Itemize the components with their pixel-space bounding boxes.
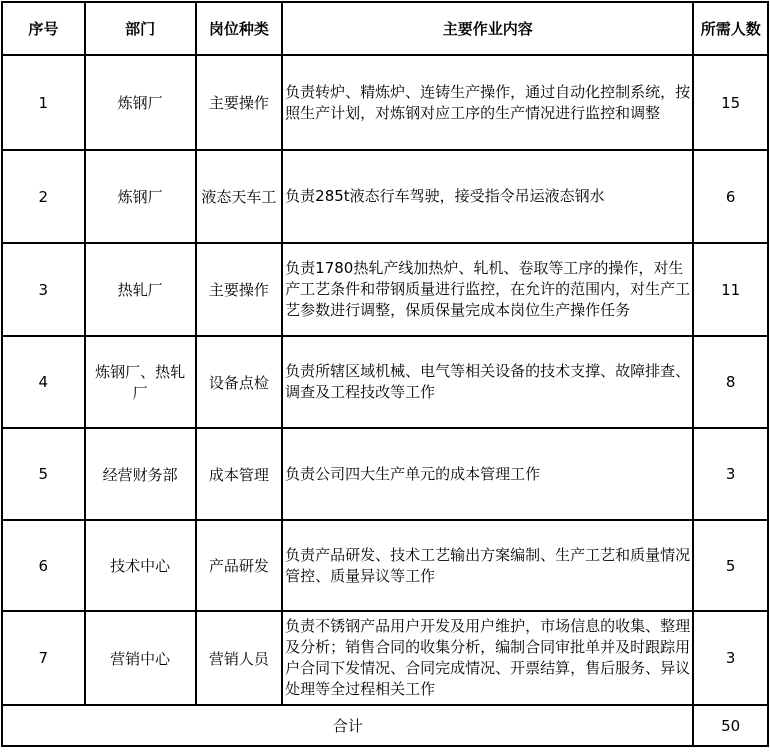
cell-department: 营销中心 xyxy=(85,611,196,705)
cell-headcount: 11 xyxy=(693,243,768,336)
header-main-duties: 主要作业内容 xyxy=(282,2,693,55)
cell-department: 炼钢厂 xyxy=(85,150,196,243)
header-department: 部门 xyxy=(85,2,196,55)
cell-job-type: 液态天车工 xyxy=(196,150,283,243)
cell-serial-number: 5 xyxy=(2,428,85,520)
cell-main-duties: 负责285t液态行车驾驶，接受指令吊运液态钢水 xyxy=(282,150,693,243)
cell-main-duties: 负责1780热轧产线加热炉、轧机、卷取等工序的操作，对生产工艺条件和带钢质量进行监控，在允许的范围内，对生产工艺参数进行调整，保质保量完成本岗位生产操作任务 xyxy=(282,243,693,336)
cell-headcount: 3 xyxy=(693,428,768,520)
cell-headcount: 5 xyxy=(693,520,768,611)
cell-serial-number: 6 xyxy=(2,520,85,611)
header-job-type: 岗位种类 xyxy=(196,2,283,55)
cell-department: 经营财务部 xyxy=(85,428,196,520)
cell-job-type: 成本管理 xyxy=(196,428,283,520)
cell-main-duties: 负责所辖区域机械、电气等相关设备的技术支撑、故障排查、调查及工程技改等工作 xyxy=(282,336,693,428)
cell-job-type: 设备点检 xyxy=(196,336,283,428)
cell-job-type: 营销人员 xyxy=(196,611,283,705)
table-row xyxy=(2,428,768,520)
cell-main-duties: 负责公司四大生产单元的成本管理工作 xyxy=(282,428,693,520)
job-positions-table xyxy=(1,1,769,747)
cell-main-duties: 负责转炉、精炼炉、连铸生产操作，通过自动化控制系统，按照生产计划，对炼钢对应工序的生产情况进行监控和调整 xyxy=(282,55,693,150)
cell-job-type: 产品研发 xyxy=(196,520,283,611)
table-footer-row xyxy=(2,705,768,746)
cell-headcount: 3 xyxy=(693,611,768,705)
cell-job-type: 主要操作 xyxy=(196,55,283,150)
cell-serial-number: 2 xyxy=(2,150,85,243)
table-row xyxy=(2,520,768,611)
footer-total-count: 50 xyxy=(693,705,768,746)
cell-department: 技术中心 xyxy=(85,520,196,611)
cell-serial-number: 4 xyxy=(2,336,85,428)
header-headcount: 所需人数 xyxy=(693,2,768,55)
table-header-row xyxy=(2,2,768,55)
cell-serial-number: 7 xyxy=(2,611,85,705)
cell-headcount: 8 xyxy=(693,336,768,428)
cell-headcount: 15 xyxy=(693,55,768,150)
cell-serial-number: 3 xyxy=(2,243,85,336)
header-serial-number: 序号 xyxy=(2,2,85,55)
cell-headcount: 6 xyxy=(693,150,768,243)
cell-department: 炼钢厂、热轧厂 xyxy=(85,336,196,428)
table-row xyxy=(2,336,768,428)
cell-main-duties: 负责产品研发、技术工艺输出方案编制、生产工艺和质量情况管控、质量异议等工作 xyxy=(282,520,693,611)
footer-total-label: 合计 xyxy=(2,705,693,746)
cell-serial-number: 1 xyxy=(2,55,85,150)
table-row xyxy=(2,55,768,150)
table-row xyxy=(2,150,768,243)
table-row xyxy=(2,611,768,705)
table-row xyxy=(2,243,768,336)
cell-department: 炼钢厂 xyxy=(85,55,196,150)
cell-department: 热轧厂 xyxy=(85,243,196,336)
cell-main-duties: 负责不锈钢产品用户开发及用户维护，市场信息的收集、整理及分析；销售合同的收集分析，编制合同审批单并及时跟踪用户合同下发情况、合同完成情况、开票结算，售后服务、异议处理等全过程相关工作 xyxy=(282,611,693,705)
cell-job-type: 主要操作 xyxy=(196,243,283,336)
